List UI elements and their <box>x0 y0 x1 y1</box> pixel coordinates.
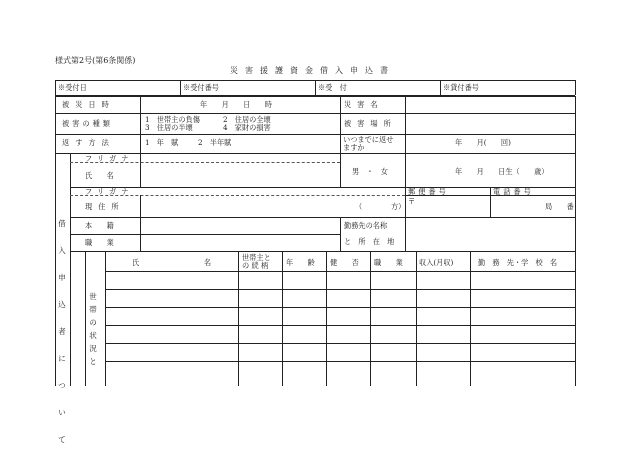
damage-type-label: 被害の種類 <box>62 119 113 128</box>
disaster-datetime-label: 被災日時 <box>62 100 115 109</box>
household-section-label: 世帯の状況と <box>89 292 97 366</box>
damage-option-3[interactable]: 3 住居の半壊 <box>145 123 193 132</box>
form-number: 様式第2号(第6条関係) <box>55 56 136 65</box>
address-label: 現住所 <box>85 202 125 211</box>
furigana-label: フリガナ <box>85 154 134 163</box>
damage-option-2[interactable]: 2 住居の全壊 <box>223 115 271 124</box>
damage-option-1[interactable]: 1 世帯主の負傷 <box>145 115 200 124</box>
domicile-label: 本 籍 <box>85 221 114 230</box>
receipt-date-label: ※受付日 <box>58 83 87 92</box>
repay-until-label-1: いつまでに返せ <box>343 135 394 144</box>
household-col-health: 健 否 <box>330 258 359 267</box>
household-col-income: 収入(月収) <box>419 258 454 267</box>
household-col-relation-1: 世帯主と <box>242 253 271 262</box>
repay-option-1[interactable]: 1 年 賦 <box>145 138 179 147</box>
household-col-name: 氏 名 <box>132 258 212 267</box>
damage-option-4[interactable]: 4 家財の損害 <box>223 123 271 132</box>
repay-method-label: 返す方法 <box>62 138 115 147</box>
household-col-work: 勤 務 先・学 校 名 <box>478 258 558 267</box>
occupation-label: 職 業 <box>85 238 114 247</box>
phone-number-label: 電話番号 <box>493 187 534 196</box>
receipt-number-label: ※受付番号 <box>183 83 219 92</box>
name-label: 氏 名 <box>85 171 114 180</box>
form-title: 災害援護資金借入申込書 <box>230 66 395 75</box>
repay-until-label-2: ますか <box>343 143 365 152</box>
household-col-job: 職 業 <box>374 258 403 267</box>
address-paren: （ 方） <box>355 202 406 211</box>
gender-select[interactable]: 男 ・ 女 <box>352 167 388 176</box>
receipt-label: ※受 付 <box>318 83 347 92</box>
address-furigana-label: フリガナ <box>85 187 134 196</box>
household-col-age: 年 齢 <box>286 258 315 267</box>
repay-until-value[interactable]: 年 月( 回) <box>455 138 511 147</box>
birth-date-field[interactable]: 年 月 日生（ 歳） <box>455 167 549 176</box>
workplace-label-1: 勤務先の名称 <box>344 221 388 230</box>
damage-place-label: 被害場所 <box>344 119 397 128</box>
disaster-datetime-value[interactable]: 年 月 日 時 <box>200 100 272 109</box>
applicant-section-label: 借入申込者について <box>58 219 66 444</box>
household-col-relation-2: の 続 柄 <box>242 261 269 270</box>
disaster-name-label: 災害名 <box>344 100 384 109</box>
workplace-label-2: と 所 在 地 <box>344 237 395 246</box>
loan-number-label: ※貸付番号 <box>443 83 479 92</box>
phone-exchange-label: 局 番 <box>545 202 574 211</box>
repay-option-2[interactable]: 2 半年賦 <box>198 138 232 147</box>
postal-code-label: 郵便番号 <box>408 187 449 196</box>
postal-mark: 〒 <box>408 197 416 206</box>
